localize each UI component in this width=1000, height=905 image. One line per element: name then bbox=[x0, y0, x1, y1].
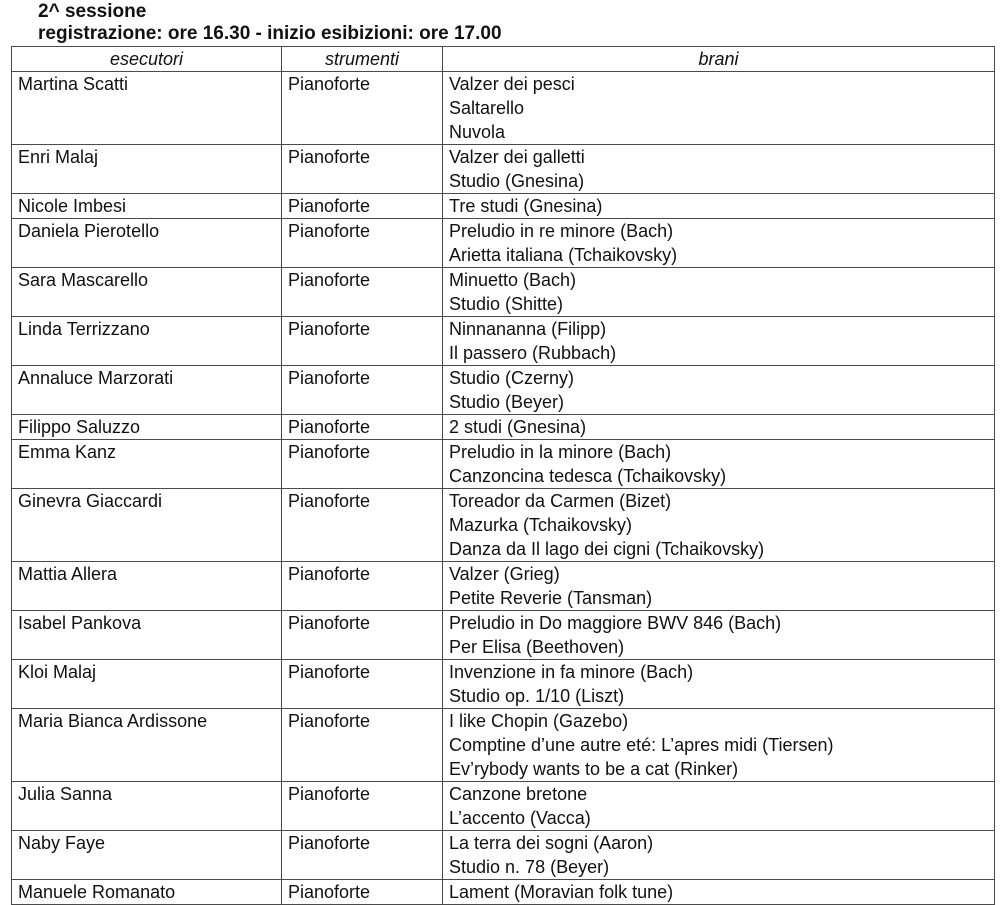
pieces-cell bbox=[443, 317, 995, 366]
pieces-cell bbox=[443, 831, 995, 880]
piece-title: Studio (Beyer) bbox=[449, 392, 565, 412]
instrument-cell: Pianoforte bbox=[282, 440, 443, 489]
column-header-pieces: brani bbox=[443, 47, 995, 72]
piece-title: Studio (Gnesina) bbox=[449, 171, 585, 191]
performers-table bbox=[11, 46, 995, 905]
pieces-cell bbox=[443, 72, 995, 145]
instrument-cell: Pianoforte bbox=[282, 366, 443, 415]
table-row bbox=[12, 145, 995, 194]
table-row bbox=[12, 831, 995, 880]
instrument-cell: Pianoforte bbox=[282, 317, 443, 366]
piece-title: Danza da Il lago dei cigni (Tchaikovsky) bbox=[449, 539, 765, 559]
performer-cell: Manuele Romanato bbox=[12, 880, 282, 905]
table-row bbox=[12, 709, 995, 782]
table-row bbox=[12, 268, 995, 317]
piece-title: Mazurka (Tchaikovsky) bbox=[449, 515, 633, 535]
piece-title: Nuvola bbox=[449, 122, 506, 142]
piece-title: Canzoncina tedesca (Tchaikovsky) bbox=[449, 466, 727, 486]
instrument-cell: Pianoforte bbox=[282, 709, 443, 782]
piece-title: I like Chopin (Gazebo) bbox=[449, 711, 629, 731]
table-row bbox=[12, 194, 995, 219]
instrument-cell: Pianoforte bbox=[282, 194, 443, 219]
piece-title: Comptine d’une autre eté: L’apres midi (Tiersen) bbox=[449, 735, 834, 755]
table-row bbox=[12, 415, 995, 440]
instrument-cell: Pianoforte bbox=[282, 880, 443, 905]
piece-title: Per Elisa (Beethoven) bbox=[449, 637, 625, 657]
performer-cell: Emma Kanz bbox=[12, 440, 282, 489]
piece-title: Studio n. 78 (Beyer) bbox=[449, 857, 610, 877]
pieces-cell bbox=[443, 145, 995, 194]
piece-title: 2 studi (Gnesina) bbox=[449, 417, 587, 437]
column-header-performers: esecutori bbox=[12, 47, 282, 72]
piece-title: Petite Reverie (Tansman) bbox=[449, 588, 653, 608]
table-row bbox=[12, 489, 995, 562]
pieces-cell bbox=[443, 415, 995, 440]
piece-title: Preludio in re minore (Bach) bbox=[449, 221, 674, 241]
pieces-cell bbox=[443, 268, 995, 317]
piece-title: Minuetto (Bach) bbox=[449, 270, 577, 290]
performer-cell: Filippo Saluzzo bbox=[12, 415, 282, 440]
piece-title: Valzer dei pesci bbox=[449, 74, 575, 94]
piece-title: Invenzione in fa minore (Bach) bbox=[449, 662, 694, 682]
performer-cell: Enri Malaj bbox=[12, 145, 282, 194]
performer-cell: Sara Mascarello bbox=[12, 268, 282, 317]
piece-title: Valzer dei galletti bbox=[449, 147, 585, 167]
piece-title: Tre studi (Gnesina) bbox=[449, 196, 603, 216]
pieces-cell bbox=[443, 611, 995, 660]
piece-title: L’accento (Vacca) bbox=[449, 808, 591, 828]
instrument-cell: Pianoforte bbox=[282, 489, 443, 562]
table-row bbox=[12, 611, 995, 660]
piece-title: Preludio in Do maggiore BWV 846 (Bach) bbox=[449, 613, 782, 633]
piece-title: Valzer (Grieg) bbox=[449, 564, 560, 584]
performer-cell: Nicole Imbesi bbox=[12, 194, 282, 219]
instrument-cell: Pianoforte bbox=[282, 72, 443, 145]
table-header-row bbox=[12, 47, 995, 72]
table-row bbox=[12, 317, 995, 366]
table-row bbox=[12, 219, 995, 268]
instrument-cell: Pianoforte bbox=[282, 145, 443, 194]
column-header-instruments: strumenti bbox=[282, 47, 443, 72]
piece-title: Arietta italiana (Tchaikovsky) bbox=[449, 245, 678, 265]
instrument-cell: Pianoforte bbox=[282, 782, 443, 831]
instrument-cell: Pianoforte bbox=[282, 611, 443, 660]
pieces-cell bbox=[443, 440, 995, 489]
piece-title: Ninnananna (Filipp) bbox=[449, 319, 607, 339]
performer-cell: Kloi Malaj bbox=[12, 660, 282, 709]
table-body bbox=[12, 72, 995, 905]
piece-title: Saltarello bbox=[449, 98, 525, 118]
piece-title: Canzone bretone bbox=[449, 784, 588, 804]
instrument-cell: Pianoforte bbox=[282, 562, 443, 611]
table-row bbox=[12, 782, 995, 831]
piece-title: Preludio in la minore (Bach) bbox=[449, 442, 672, 462]
pieces-cell bbox=[443, 219, 995, 268]
table-row bbox=[12, 562, 995, 611]
pieces-cell bbox=[443, 709, 995, 782]
performer-cell: Mattia Allera bbox=[12, 562, 282, 611]
piece-title: Studio op. 1/10 (Liszt) bbox=[449, 686, 625, 706]
instrument-cell: Pianoforte bbox=[282, 831, 443, 880]
pieces-cell bbox=[443, 489, 995, 562]
piece-title: Studio (Shitte) bbox=[449, 294, 564, 314]
pieces-cell bbox=[443, 880, 995, 905]
table-row bbox=[12, 880, 995, 905]
performer-cell: Daniela Pierotello bbox=[12, 219, 282, 268]
piece-title: Studio (Czerny) bbox=[449, 368, 575, 388]
schedule-subtitle: registrazione: ore 16.30 - inizio esibizioni: ore 17.00 bbox=[38, 23, 502, 44]
table-row bbox=[12, 72, 995, 145]
performer-cell: Naby Faye bbox=[12, 831, 282, 880]
pieces-cell bbox=[443, 194, 995, 219]
instrument-cell: Pianoforte bbox=[282, 660, 443, 709]
table-row bbox=[12, 366, 995, 415]
instrument-cell: Pianoforte bbox=[282, 219, 443, 268]
instrument-cell: Pianoforte bbox=[282, 268, 443, 317]
session-title: 2^ sessione bbox=[38, 1, 147, 22]
pieces-cell bbox=[443, 660, 995, 709]
performer-cell: Isabel Pankova bbox=[12, 611, 282, 660]
performer-cell: Annaluce Marzorati bbox=[12, 366, 282, 415]
piece-title: Ev’rybody wants to be a cat (Rinker) bbox=[449, 759, 739, 779]
performer-cell: Ginevra Giaccardi bbox=[12, 489, 282, 562]
instrument-cell: Pianoforte bbox=[282, 415, 443, 440]
table-row bbox=[12, 440, 995, 489]
pieces-cell bbox=[443, 782, 995, 831]
performer-cell: Julia Sanna bbox=[12, 782, 282, 831]
piece-title: Il passero (Rubbach) bbox=[449, 343, 617, 363]
performer-cell: Linda Terrizzano bbox=[12, 317, 282, 366]
performer-cell: Maria Bianca Ardissone bbox=[12, 709, 282, 782]
performer-cell: Martina Scatti bbox=[12, 72, 282, 145]
table-row bbox=[12, 660, 995, 709]
pieces-cell bbox=[443, 562, 995, 611]
pieces-cell bbox=[443, 366, 995, 415]
piece-title: Toreador da Carmen (Bizet) bbox=[449, 491, 672, 511]
piece-title: La terra dei sogni (Aaron) bbox=[449, 833, 654, 853]
piece-title: Lament (Moravian folk tune) bbox=[449, 882, 674, 902]
